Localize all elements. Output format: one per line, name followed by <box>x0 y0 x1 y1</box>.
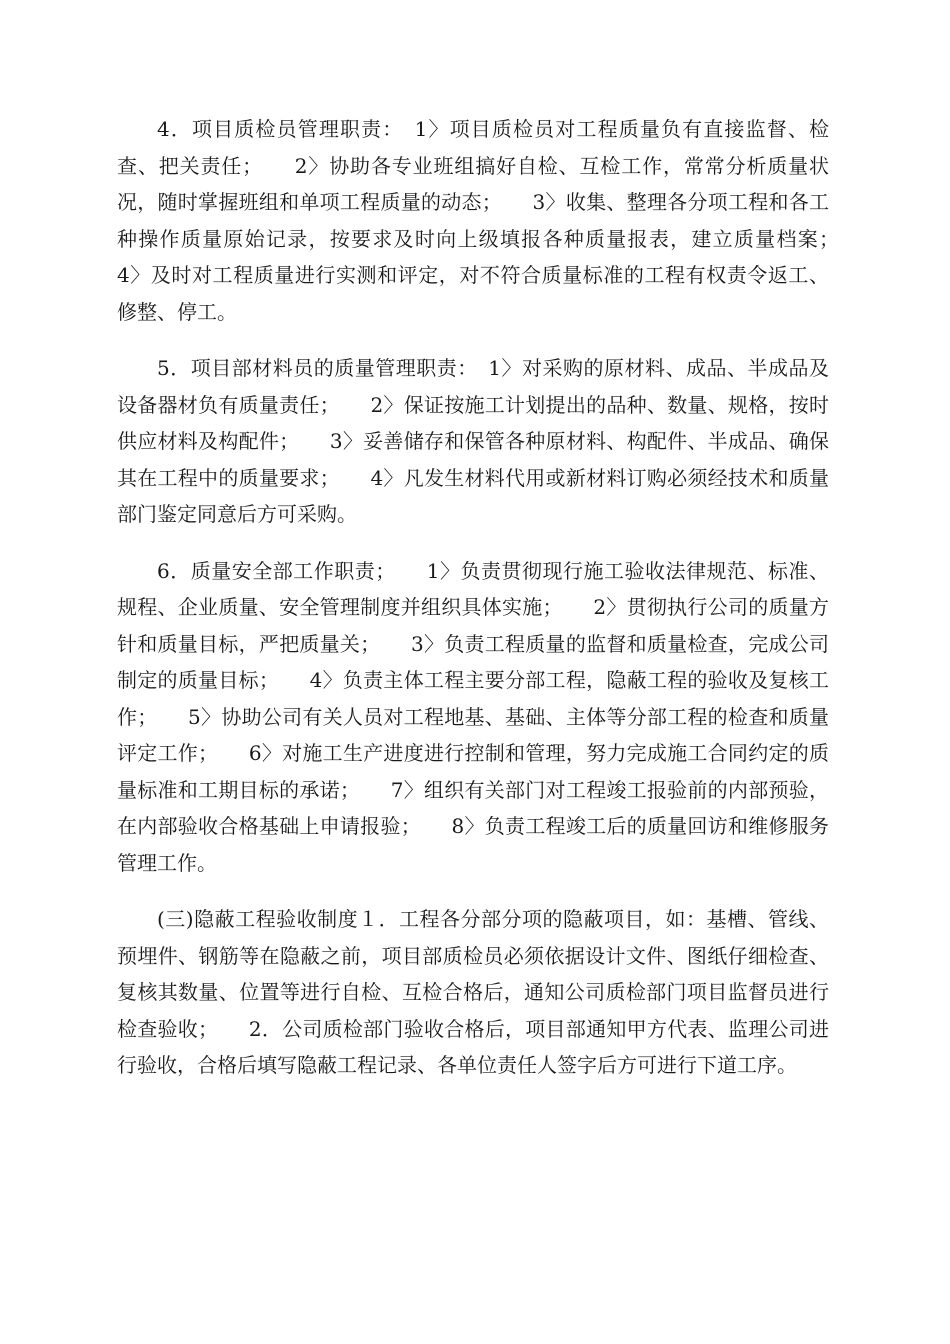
paragraph-quality-inspector-duties: 4．项目质检员管理职责： 1〉项目质检员对工程质量负有直接监督、检查、把关责任； 2〉协助各专业班组搞好自检、互检工作，常常分析质量状况，随时掌握班组和单项工程质量的动态； 3〉收集、整理各分项工程和各工种操作质量原始记录，按要求及时向上级填报各种质量报表，建立质量档案； 4〉及时对工程质量进行实测和评定，对不符合质量标准的工程有权责令返工、修整、停工。 <box>117 117 869 324</box>
paragraph-quality-safety-dept-duties: 6．质量安全部工作职责； 1〉负责贯彻现行施工验收法律规范、标准、规程、企业质量、安全管理制度并组织具体实施； 2〉贯彻执行公司的质量方针和质量目标，严把质量关； 3〉负责工程质量的监督和质量检查，完成公司制定的质量目标； 4〉负责主体工程主要分部工程，隐蔽工程的验收及复核工作； 5〉协助公司有关人员对工程地基、基础、主体等分部工程的检查和质量评定工作； 6〉对施工生产进度进行控制和管理，努力完成施工合同约定的质量标准和工期目标的承诺； 7〉组织有关部门对工程竣工报验前的内部预验，在内部验收合格基础上申请报验； 8〉负责工程竣工后的质量回访和维修服务管理工作。 <box>117 558 829 875</box>
paragraph-concealed-works-acceptance: (三)隐蔽工程验收制度１．工程各分部分项的隐蔽项目，如：基槽、管线、预埋件、钢筋等在隐蔽之前，项目部质检员必须依据设计文件、图纸仔细检查、复核其数量、位置等进行自检、互检合格后，通知公司质检部门项目监督员进行检查验收； 2．公司质检部门验收合格后，项目部通知甲方代表、监理公司进行验收，合格后填写隐蔽工程记录、各单位责任人签字后方可进行下道工序。 <box>117 907 829 1077</box>
paragraph-material-clerk-duties: 5．项目部材料员的质量管理职责： 1〉对采购的原材料、成品、半成品及设备器材负有质量责任； 2〉保证按施工计划提出的品种、数量、规格，按时供应材料及构配件； 3〉妥善储存和保管各种原材料、构配件、半成品、确保其在工程中的质量要求； 4〉凡发生材料代用或新材料订购必须经技术和质量部门鉴定同意后方可采购。 <box>117 356 829 526</box>
document-body <box>117 111 869 1104</box>
